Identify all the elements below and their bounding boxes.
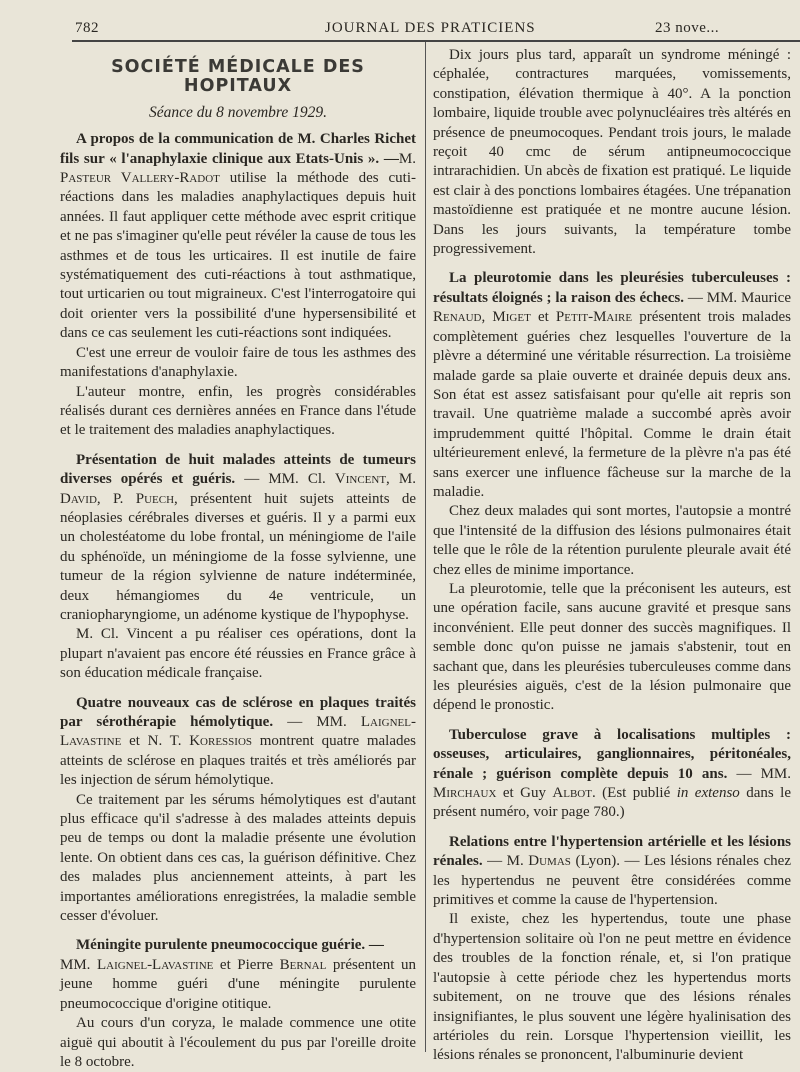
issue-date: 23 nove... (655, 20, 720, 36)
article-tumeurs: Présentation de huit malades atteints de tumeurs diverses opérés et guéris. — MM. Cl. Vincent, M. David, P. Puech, présentent huit sujets atteints de néoplasies cérébrales diverses et guéris. Il y a parmi eux un cholestéatome du lobe frontal, un méningiome de l'aile du sphénoïde, un méningiome de la fosse sylvienne, une tumeur de la région sylvienne de nature indéterminée, deux hémangiomes du 4e ventricule, un craniopharyngiome, un adénome kystique de l'hypophyse. (60, 451, 417, 623)
left-column (60, 58, 416, 1072)
author-name: Bernal (279, 956, 327, 973)
article-heading: Quatre nouveaux cas de sclérose en plaques traités par sérothérapie hémolytique. (60, 694, 416, 730)
paragraph: C'est une erreur de vouloir faire de tous les asthmes des manifestations d'anaphylaxie. (60, 344, 416, 381)
article-heading: Méningite purulente pneumococcique guérie. — (76, 937, 384, 954)
author-name: Renaud (433, 309, 482, 326)
author-name: Albot (552, 785, 592, 802)
article-heading: Tuberculose grave à localisations multiples : osseuses, articulaires, ganglionnaires, péritonéales, rénale ; guérison complète depuis 10 ans. (433, 726, 791, 782)
article-pleurotomie: La pleurotomie dans les pleurésies tuberculeuses : résultats éloignés ; la raison des échecs. — MM. Maurice Renaud, Miget et Petit-Maire présentent trois malades complètement guéries chez lesquelles l'ouverture de la plèvre a déterminé une véritable résurrection. La troisième malade garde sa plaie ouverte et drainée depuis deux ans. Son état est assez satisfaisant pour qu'elle ait repris son travail. Une quatrième malade a succombé après avoir imprudemment quitté l'hôpital. Comme le drain était ultérieurement enlevé, la fermeture de la plèvre n'a pas été sans exercer une influence fâcheuse sur la marche de la maladie. (433, 270, 791, 500)
paragraph: Au cours d'un coryza, le malade commence une otite aiguë qui aboutit à l'écoulement du pus par l'oreille droite le 8 octobre. (60, 1015, 416, 1070)
right-column (433, 46, 791, 1066)
paragraph: MM. Laignel-Lavastine et Pierre Bernal présentent un jeune homme guéri d'une méningite purulente pneumococcique d'origine otitique. (60, 956, 416, 1012)
author-name: Laignel-Lavastine (96, 956, 214, 973)
author-name: Petit-Maire (555, 309, 633, 326)
paragraph: Il existe, chez les hypertendus, toute une phase d'hypertension solitaire où l'on ne peut mettre en évidence des troubles de la fonction rénale, et, si l'on pratique l'autopsie à cette période chez les hypertendus morts subitement, on ne trouve que des lésions rénales insignifiantes, le plus souvent une légère hyalinisation des artérioles du rein. Lorsque l'hypertension vieillit, les lésions rénales se prononcent, l'albuminurie devient (433, 911, 791, 1064)
section-title: SOCIÉTÉ MÉDICALE DES HOPITAUX (111, 57, 365, 97)
article-anaphylaxie: A propos de la communication de M. Charles Richet fils sur « l'anaphylaxie clinique aux Etats-Unis ». —M. Pasteur Vallery-Radot utilise la méthode des cuti-réactions dans les maladies anaphylactiques depuis huit années. Il faut appliquer cette méthode avec esprit critique et ne pas s'imaginer qu'elle peut révéler la cause de tous les asthmes et de tous les urticaires. Il est inutile de faire systématiquement des cuti-réactions à tout asthmatique, tout urticarien ou tout migraineux. C'est l'interrogatoire qui doit orienter vers la possibilité d'une hypersensibilité et dans ce cas seulement les cuti-réactions sont indiquées. (60, 131, 416, 342)
journal-title: JOURNAL DES PRATICIENS (325, 20, 536, 36)
paragraph: Chez deux malades qui sont mortes, l'autopsie a montré que l'intensité de la diffusion des lésions pulmonaires était telle que le rôle de la rétention purulente pleurale avait été chez elles de minime importance. (433, 503, 791, 578)
author-name: Vincent (334, 471, 387, 488)
paragraph: L'auteur montre, enfin, les progrès considérables réalisés durant ces dernières années en France dans l'étude et le traitement des maladies anaphylactiques. (60, 383, 416, 439)
article-heading: Présentation de huit malades atteints de tumeurs diverses opérés et guéris. (60, 451, 416, 488)
author-name: Mirchaux (433, 785, 497, 802)
author-name: Miget (492, 309, 531, 326)
column-divider (425, 42, 426, 1052)
author-name: Koressios (189, 733, 253, 750)
article-hypertension: Relations entre l'hypertension artérielle et les lésions rénales. — M. Dumas (Lyon). — Les lésions rénales chez les hypertendus ne peuvent être considérées comme primitives et comme la cause de l'hypertension. (433, 833, 791, 909)
article-heading: A propos de la communication de M. Charles Richet fils sur « l'anaphylaxie clinique aux Etats-Unis ». — (60, 131, 416, 167)
paragraph: Ce traitement par les sérums hémolytiques est d'autant plus efficace qu'il s'adresse à des malades atteints depuis peu de temps ou dont la maladie présente une évolution lente. On obtient dans ces cas, la guérison définitive. Chez des malades plus anciennement atteints, à part les importantes améliorations enregistrées, la maladie semble cesser d'évoluer. (60, 791, 416, 925)
paragraph: Dix jours plus tard, apparaît un syndrome méningé : céphalée, contractures marquées, vomissements, constipation, élévation thermique à 40°. A la ponction lombaire, liquide trouble avec polynucléaires très altérés en présence de pneumocoques. Pendant trois jours, le malade reçoit 40 cmc de sérum antipneumococcique intrarachidien. Un abcès de fixation est pratiqué. Le liquide est clair à des ponctions lombaires étagées. Une trépanation mastoïdienne est pratiquée et ne montre aucune lésion. Dans les jours suivants, la température tombe progressivement. (433, 47, 791, 258)
author-name: Pasteur Vallery-Radot (60, 170, 220, 187)
article-heading: Relations entre l'hypertension artérielle et les lésions rénales. (433, 833, 791, 870)
author-name: Puech (135, 490, 175, 507)
article-tuberculose: Tuberculose grave à localisations multiples : osseuses, articulaires, ganglionnaires, péritonéales, rénale ; guérison complète depuis 10 ans. — MM. Mirchaux et Guy Albot. (Est publié in extenso dans le présent numéro, voir page 780.) (433, 726, 791, 821)
paragraph: La pleurotomie, telle que la préconisent les auteurs, est une opération facile, sans aucune gravité et presque sans inconvénient. Elle peut donner des succès magnifiques. Il semble donc qu'on puisse ne jamais s'abstenir, tout en sachant que, dans les pleurésies tuberculeuses comme dans les pleurésies aiguës, c'est de la lésion pulmonaire que dépend le pronostic. (433, 580, 791, 714)
header-rule (72, 40, 800, 42)
page-number: 782 (75, 20, 99, 36)
article-meningite (60, 936, 416, 955)
author-name: Dumas (528, 853, 571, 870)
author-name: David (60, 490, 97, 507)
article-sclerose: Quatre nouveaux cas de sclérose en plaques traités par sérothérapie hémolytique. — MM. Laignel-Lavastine et N. T. Koressios montrent quatre malades atteints de sclérose en plaques traités et très améliorés par les injection de sérum hémolytique. (60, 694, 417, 789)
article-heading: La pleurotomie dans les pleurésies tuberculeuses : résultats éloignés ; la raison des échecs. (433, 270, 791, 306)
author-name: Laignel-Lavastine (60, 714, 416, 750)
paragraph: M. Cl. Vincent a pu réaliser ces opérations, dont la plupart n'avaient pas encore été réussies en France grâce à son éducation médicale française. (60, 626, 416, 682)
session-date: Séance du 8 novembre 1929. (148, 103, 328, 121)
running-header (75, 18, 790, 38)
